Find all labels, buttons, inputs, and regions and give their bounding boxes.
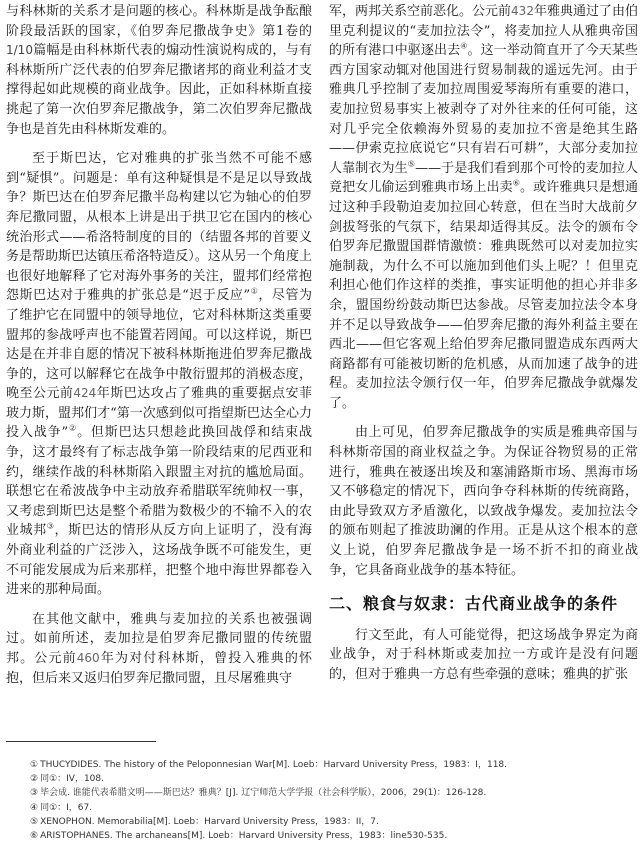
paragraph: 在其他文献中，雅典与麦加拉的关系也被强调过。如前所述，麦加拉是伯罗奔尼撒同盟的传统盟邦。公元前460年为对付科林斯，曾投入雅典的怀抱，但后来又返归伯罗奔尼撒同盟，且尽屠雅典守 — [6, 611, 312, 686]
footnote-ref[interactable]: ⑤ — [407, 159, 416, 169]
footnote-text: 同①：IV，108. — [40, 774, 104, 785]
left-column — [6, 2, 312, 688]
year-number: 432 — [511, 4, 534, 18]
year-number: 460 — [76, 651, 100, 665]
footnote-item — [30, 772, 630, 786]
footnote-item — [30, 815, 630, 829]
footnote-ref[interactable]: ⑥ — [512, 179, 520, 189]
footnote-text: 同①：I，67. — [40, 802, 93, 813]
footnote-mark: ⑤ — [30, 816, 39, 827]
paragraph: 至于斯巴达，它对雅典的扩张当然不可能不感到“疑惧”。问题是：单有这种疑惧是不是足以导致战争？斯巴达在伯罗奔尼撒半岛构建以它为轴心的伯罗奔尼撒同盟，从根本上讲是出于拱卫它在国内的核心统治形式——希洛特制度的目的（结盟各邦的首要义务是帮助斯巴达镇压希洛特造反）。这从另一个角度上也很好地解释了它对海外事务的关注，盟邦们经常抱怨斯巴达对于雅典的扩张总是“迟于反应”①，尽管为了维护它在同盟中的领导地位，它对科林斯这类重要盟邦的参战呼声也不能置若罔闻。可以这样说，斯巴达是在并非自愿的情况下被科林斯拖进伯罗奔尼撒战争的，这可以解释它在战争中散衍盟邦的消极态度，晚至公元前424年斯巴达攻占了雅典的重要据点安菲玻力斯，盟邦们才“第一次感到似可指望斯巴达全心力投入战争”②。但斯巴达只想趁此换回战俘和结束战争，这才最终有了标志战争第一阶段结束的尼西亚和约，继续作战的科林斯陷入跟盟主对抗的尴尬局面。联想它在希波战争中主动放弃希腊联军统帅权一事，又考虑到斯巴达是整个希腊为数极少的不输不入的农业城邦③，斯巴达的情形从反方向上证明了，没有海外商业利益的广泛涉入，这场战争既不可能发生，更不可能发展成为后来那样，把整个地中海世界都卷入进来的那种局面。 — [6, 151, 312, 598]
right-column — [329, 2, 638, 685]
footnote-ref[interactable]: ① — [250, 286, 259, 296]
footnote-item — [30, 758, 630, 772]
paragraph: 由上可见，伯罗奔尼撒战争的实质是雅典帝国与科林斯帝国的商业权益之争。为保证谷物贸易的正常进行，雅典在被逐出埃及和塞浦路斯市场、黑海市场又不够稳定的情况下，西向争夺科林斯的传统商路，由此导致双方矛盾激化，以致战争爆发。麦加拉法令的颁布则起了推波助澜的作用。正是从这个根本的意义上说，伯罗奔尼撒战争是一场不折不扣的商业战争，它具备商业战争的基本特征。 — [329, 425, 638, 578]
footnote-mark: ① — [30, 760, 39, 770]
footnote-item — [30, 829, 630, 843]
section-heading: 二、粮食与奴隶：古代商业战争的条件 — [329, 594, 619, 614]
page-fraction: 1/10 — [6, 43, 33, 58]
footnotes — [30, 758, 630, 843]
footnote-ref[interactable]: ③ — [46, 522, 55, 532]
footnote-text: ARISTOPHANES. The archaneans[M]. Loeb：Harvard University Press，1983：line530-535. — [40, 831, 448, 842]
footnote-mark: ⑥ — [30, 831, 39, 842]
footnote-divider — [6, 741, 156, 742]
footnote-mark: ② — [30, 774, 39, 785]
footnote-item — [30, 801, 630, 815]
footnote-text: 毕会成. 谁能代表希腊文明——斯巴达？雅典？[J]. 辽宁师范大学学报（社会科学版），2006，29(1)：126-128. — [40, 788, 487, 799]
year-number: 424 — [73, 386, 97, 401]
paragraph: 与科林斯的关系才是问题的核心。科林斯是战争酝酿阶段最活跃的国家，《伯罗奔尼撒战争史》第1卷的1/10篇幅是由科林斯代表的煽动性演说构成的，与有科林斯所广泛代表的伯罗奔尼撒诸邦的商业利益才支撑得起如此规模的商业战争。因此，正如科林斯直接挑起了第一次伯罗奔尼撒战争，第二次伯罗奔尼撒战争也是首先由科林斯发难的。 — [6, 4, 312, 137]
footnote-ref[interactable]: ④ — [460, 41, 468, 51]
paragraph: 行文至此，有人可能觉得，把这场战争界定为商业战争，对于科林斯或麦加拉一方或许是没有问题的，但对于雅典一方总有些牵强的意味；雅典的扩张 — [329, 627, 638, 682]
footnote-text: THUCYDIDES. The history of the Peloponnesian War[M]. Loeb：Harvard University Press，1983：I，118. — [40, 760, 508, 770]
footnote-ref[interactable]: ② — [68, 424, 78, 434]
footnote-item — [30, 786, 630, 800]
footnote-mark: ③ — [30, 788, 39, 799]
footnote-mark: ④ — [30, 802, 39, 813]
footnote-text: XENOPHON. Memorabilia[M]. Loeb：Harvard University Press，1983：II，7. — [40, 816, 379, 827]
paragraph: 军，两邦关系空前恶化。公元前432年雅典通过了由伯里克利提议的“麦加拉法令”，将麦加拉人从雅典帝国的所有港口中驱逐出去④。这一举动简直开了今天某些西方国家动辄对他国进行贸易制裁的遥远先河。由于雅典几乎控制了麦加拉周围爱琴海所有重要的港口，麦加拉贸易事实上被剥夺了对外往来的任何可能，这对几乎完全依赖海外贸易的麦加拉不啻是绝其生路——伊索克拉底说它“只有岩石可耕”，大部分麦加拉人靠制衣为生⑤——于是我们看到那个可怜的麦加拉人竟把女儿偷运到雅典市场上出卖⑥。或许雅典只是想通过这种手段勒迫麦加拉回心转意，但在当时大战前夕剑拔弩张的气氛下，结果却适得其反。法令的颁布令伯罗奔尼撒盟国群情激愤：雅典既然可以对麦加拉实施制裁，为什么不可以施加到他们头上呢？！但里克利担心他们作这样的类推，事实证明他的担心并非多余，盟国纷纷鼓动斯巴达参战。尽管麦加拉法令本身并不足以导致战争——伯罗奔尼撒的海外利益主要在西北——但它客观上给伯罗奔尼撒同盟造成东西两大商路都有可能被切断的危机感，从而加速了战争的进程。麦加拉法令颁行仅一年，伯罗奔尼撒战争就爆发了。 — [329, 4, 638, 411]
